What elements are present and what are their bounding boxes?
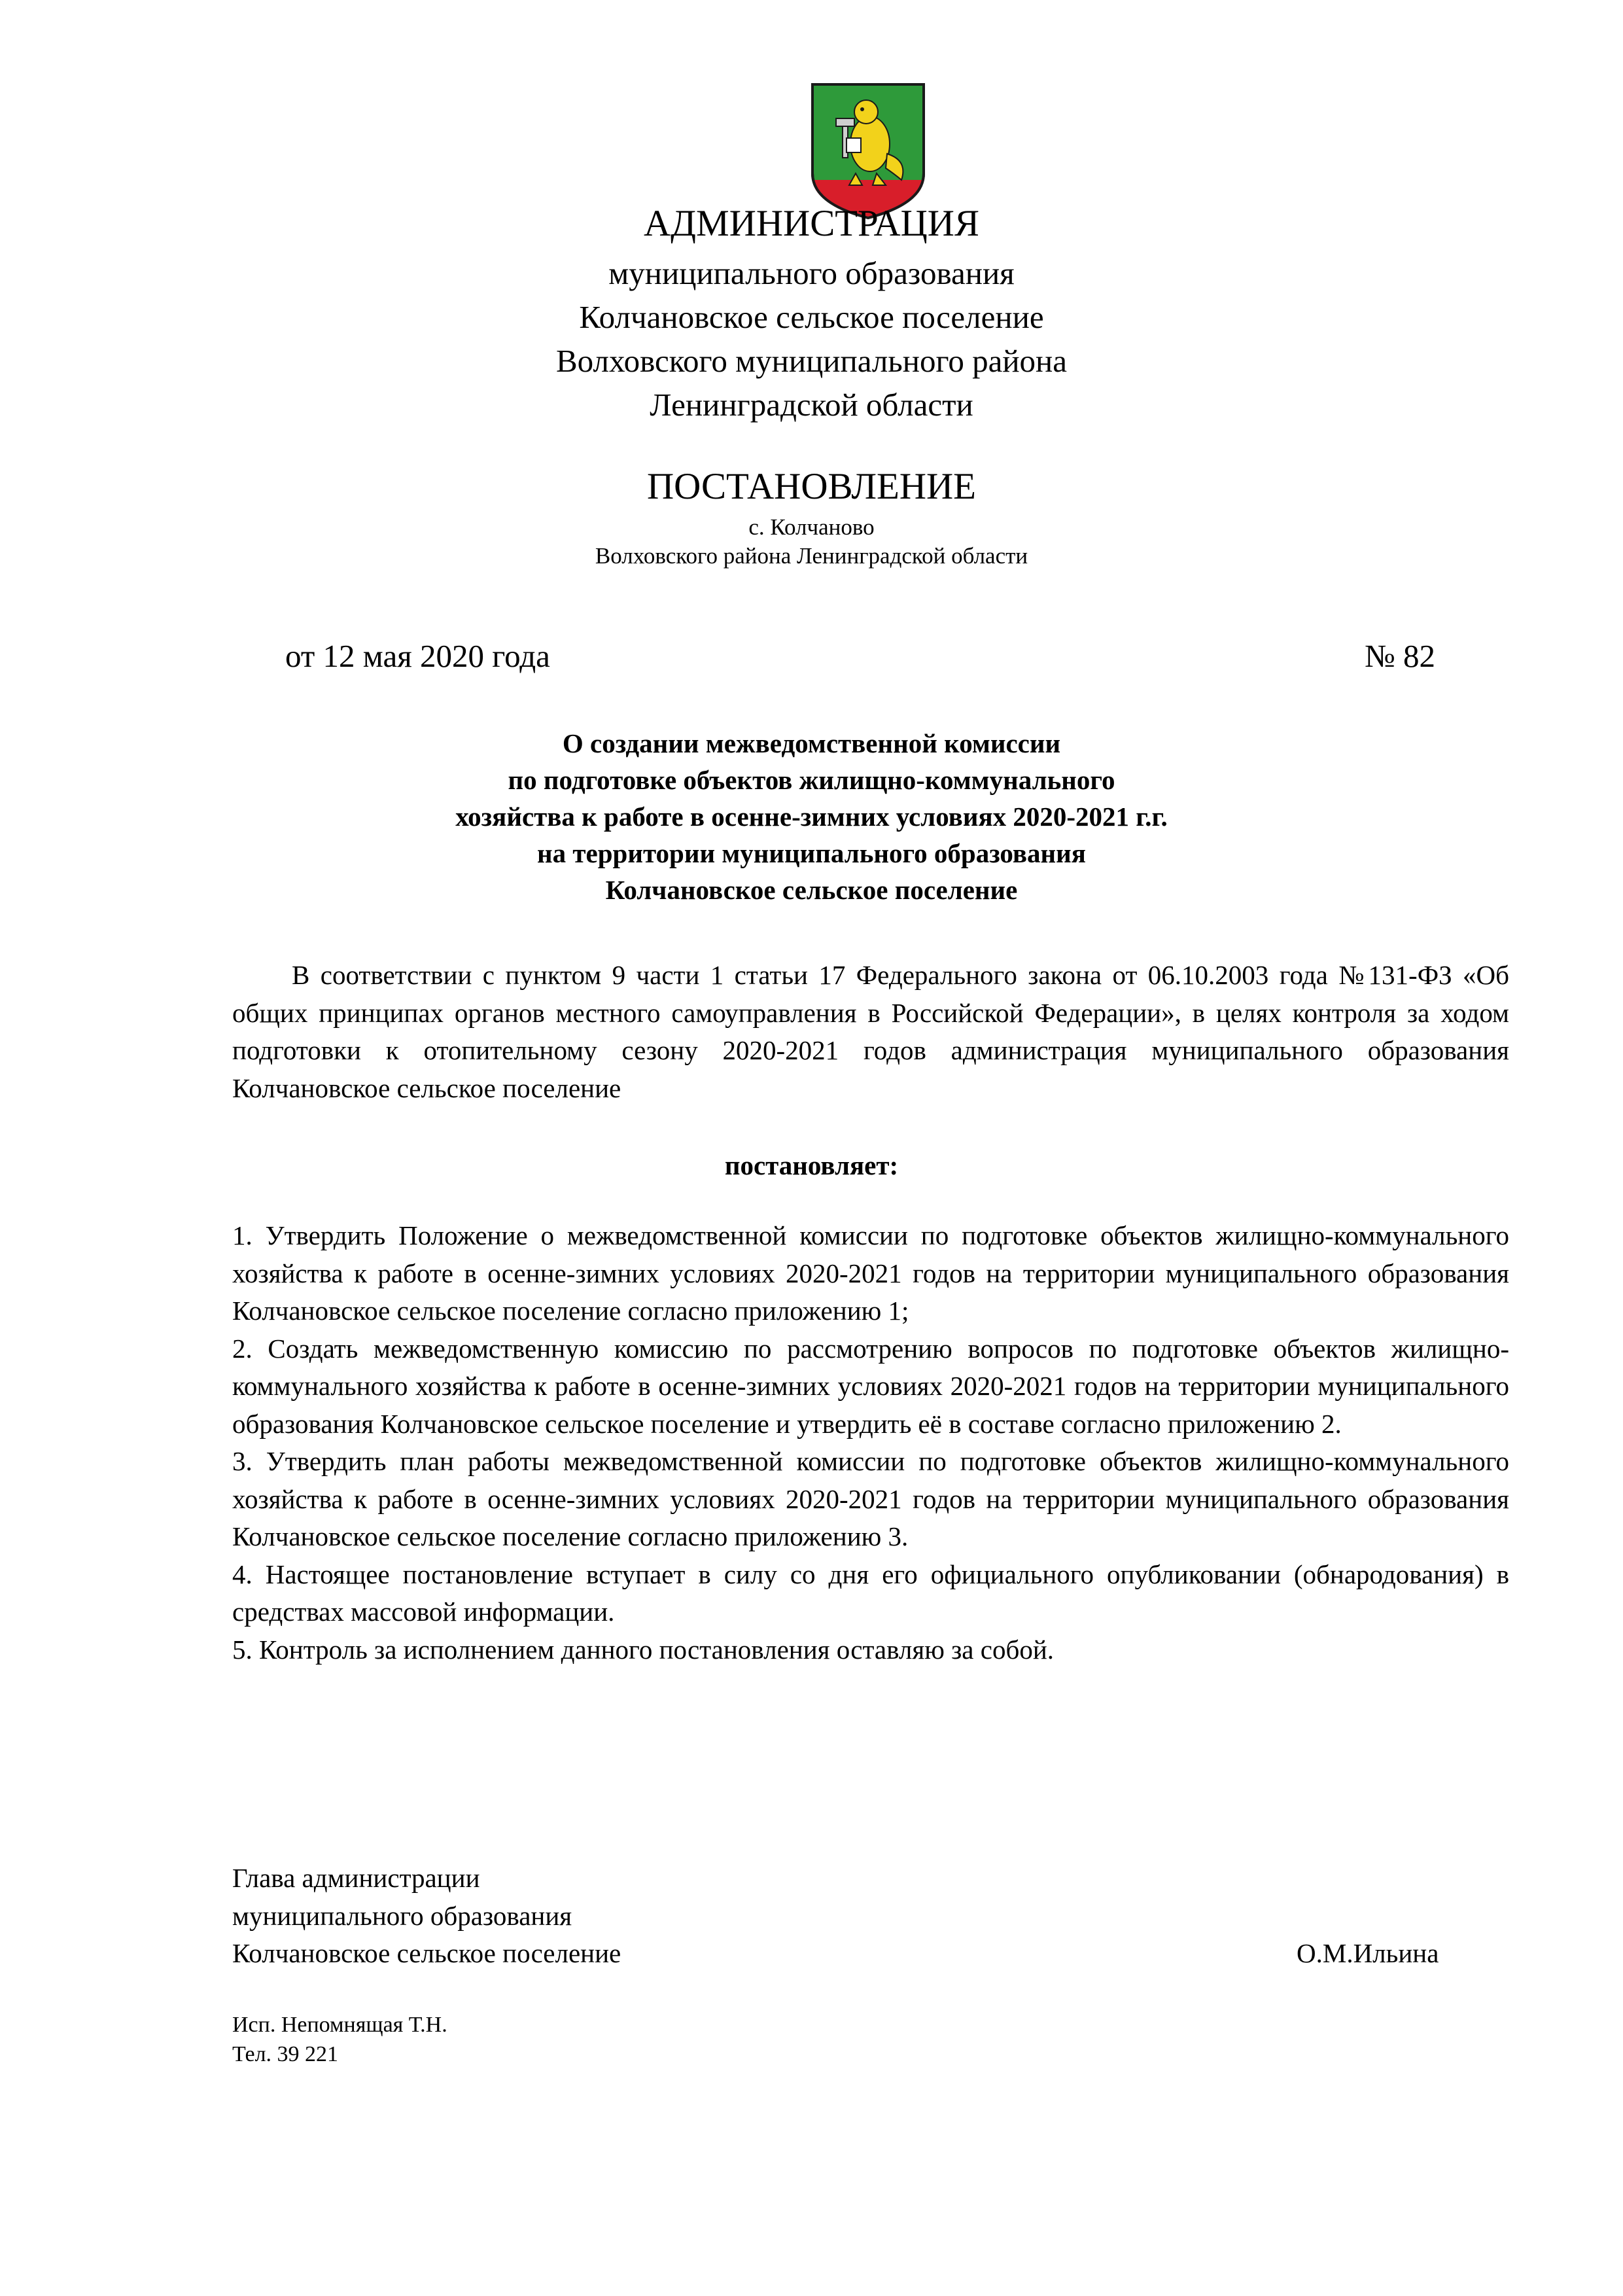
header-line-1: муниципального образования <box>608 255 1015 291</box>
decree-word: постановляет: <box>724 1150 899 1180</box>
header-line-4: Ленинградской области <box>650 387 973 423</box>
subject-line-2: по подготовке объектов жилищно-коммунального <box>508 765 1115 795</box>
subject-line-5: Колчановское сельское поселение <box>605 875 1018 905</box>
subject-line-1: О создании межведомственной комиссии <box>562 728 1061 758</box>
document-number: № 82 <box>1365 638 1436 674</box>
header-line-2: Колчановское сельское поселение <box>579 299 1044 335</box>
subject-line-4: на территории муниципального образования <box>537 838 1086 868</box>
signature-block <box>232 1860 621 1973</box>
intro-paragraph: В соответствии с пунктом 9 части 1 статьи 17 Федерального закона от 06.10.2003 года №131-ФЗ «Об общих принципах органов местного самоуправления в Российской Федерации», в целях контроля за ходом подготовки к отопительному сезону 2020-2021 годов администрация муниципального образования Колчановское сельское поселение <box>232 960 1509 1103</box>
list-item: 5. Контроль за исполнением данного постановления оставляю за собой. <box>232 1634 1055 1665</box>
list-item: 3. Утвердить план работы межведомственной комиссии по подготовке объектов жилищно-коммунального хозяйства к работе в осенне-зимних условиях 2020-2021 годов на территории муниципального образования Колчановское сельское поселение согласно приложению 3. <box>232 1446 1509 1551</box>
decree-items <box>232 1217 1509 1669</box>
document-subject <box>0 725 1623 908</box>
signature-line-2: муниципального образования <box>232 1900 572 1931</box>
list-item: 4. Настоящее постановление вступает в силу со дня его официального опубликовании (обнародования) в средствах массовой информации. <box>232 1559 1509 1627</box>
executor-phone: Тел. 39 221 <box>232 2042 339 2066</box>
list-item: 2. Создать межведомственную комиссию по рассмотрению вопросов по подготовке объектов жилищно-коммунального хозяйства к работе в осенне-зимних условиях 2020-2021 годов на территории муниципального образования Колчановское сельское поселение и утвердить её в составе согласно приложению 2. <box>232 1333 1509 1439</box>
signature-line-3: Колчановское сельское поселение <box>232 1938 621 1968</box>
executor-block <box>232 2010 447 2069</box>
signer-name: О.М.Ильина <box>1297 1938 1439 1968</box>
place-line-2: Волховского района Ленинградской области <box>595 543 1028 569</box>
executor-name: Исп. Непомнящая Т.Н. <box>232 2013 447 2037</box>
signature-line-1: Глава администрации <box>232 1863 480 1893</box>
resolution-title: ПОСТАНОВЛЕНИЕ <box>647 466 976 507</box>
place-line-1: с. Колчаново <box>748 514 875 540</box>
list-item: 1. Утвердить Положение о межведомственной комиссии по подготовке объектов жилищно-коммунального хозяйства к работе в осенне-зимних условиях 2020-2021 годов на территории муниципального образования Колчановское сельское поселение согласно приложению 1; <box>232 1220 1509 1326</box>
header-line-3: Волховского муниципального района <box>555 343 1068 379</box>
subject-line-3: хозяйства к работе в осенне-зимних условиях 2020-2021 г.г. <box>455 802 1168 832</box>
document-date: от 12 мая 2020 года <box>285 638 550 674</box>
header-title: АДМИНИСТРАЦИЯ <box>644 203 979 244</box>
